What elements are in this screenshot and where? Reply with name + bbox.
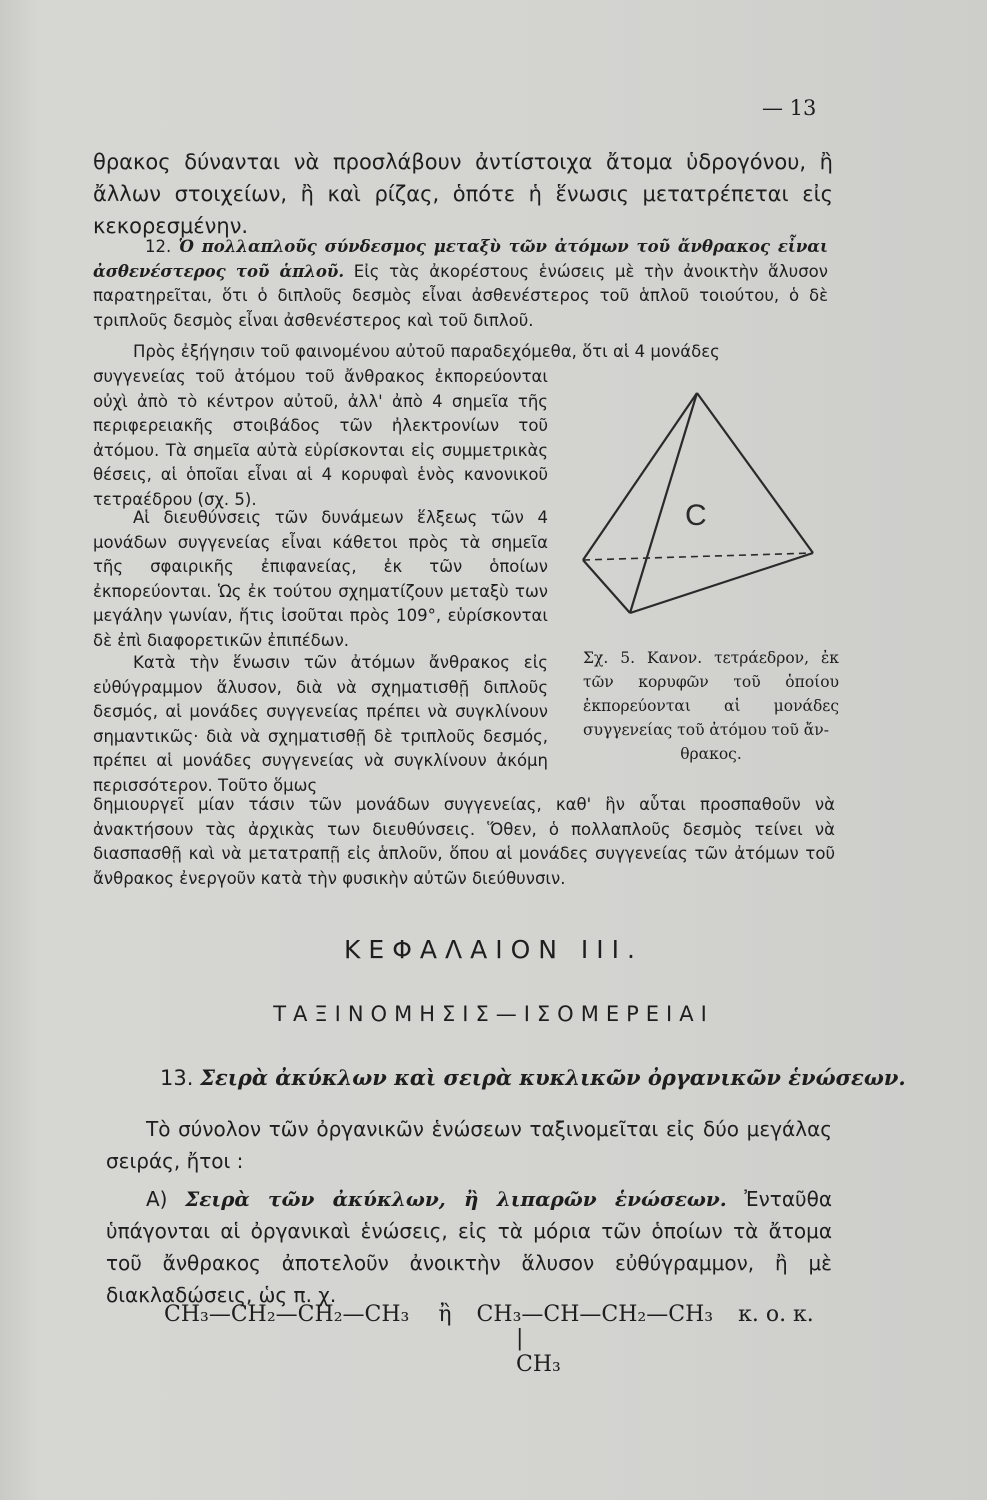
section-13-heading-line bbox=[160, 1065, 906, 1090]
page-number: — 13 bbox=[762, 96, 817, 120]
item-a-body: Ἐνταῦθα ὑπάγονται αἱ ὀργανικαὶ ἑνώσεις, εἰς τὰ μόρια τῶν ὁποίων τὰ ἄτομα τοῦ ἄνθρακος ἀποτελοῦν ἀνοικτὴν ἅλυσον εὐθύγραμμον, ἢ μὲ διακλαδώσεις, ὡς π. χ. bbox=[106, 1187, 833, 1307]
item-a-heading: Σειρὰ τῶν ἀκύκλων, ἢ λιπαρῶν ἑνώσεων. bbox=[185, 1187, 727, 1211]
section-13-number: 13. bbox=[160, 1066, 194, 1090]
section-12-heading: Ὁ πολλαπλοῦς σύνδεσμος μεταξὺ τῶν ἀτόμων τοῦ ἄνθρακος εἶναι ἀσθενέστερος τοῦ ἁπλοῦ. bbox=[93, 237, 828, 281]
paragraph-explanation-start: Πρὸς ἐξήγησιν τοῦ φαινομένου αὐτοῦ παραδεχόμεθα, ὅτι αἱ 4 μονάδες bbox=[133, 342, 720, 361]
tetrahedron-figure bbox=[575, 385, 835, 635]
edge-left-front bbox=[583, 560, 630, 613]
section-12-number: 12. bbox=[145, 237, 172, 256]
paragraph-bonds-continued: δημιουργεῖ μίαν τάσιν τῶν μονάδων συγγενείας, καθ' ἣν αὗται προσπαθοῦν νὰ ἀνακτήσουν τὰς ἀρχικὰς των διευθύνσεις. Ὅθεν, ὁ πολλαπλοῦς δεσμὸς τείνει νὰ διασπασθῇ καὶ νὰ μετατραπῇ εἰς ἁπλοῦν, ὅπου αἱ μονάδες συγγενείας τῶν ἀτόμων τοῦ ἄνθρακος ἐνεργοῦν κατὰ τὴν φυσικὴν αὐτῶν διεύθυνσιν. bbox=[93, 795, 835, 888]
section-13-intro: Τὸ σύνολον τῶν ὀργανικῶν ἑνώσεων ταξινομεῖται εἰς δύο μεγάλας σειράς, ἤτοι : bbox=[106, 1117, 832, 1173]
continued-paragraph: θρακος δύνανται νὰ προσλάβουν ἀντίστοιχα ἄτομα ὑδρογόνου, ἢ ἄλλων στοιχείων, ἢ καὶ ρίζας, ὁπότε ἡ ἕνωσις μετατρέπεται εἰς κεκορεσμένην. bbox=[93, 150, 833, 238]
figure-caption-main: Σχ. 5. Κανον. τετράεδρον, ἐκ τῶν κορυφῶν τοῦ ὁποίου ἐκπορεύονται αἱ μονάδες συγγενείας τοῦ ἀτόμου τοῦ ἄν- bbox=[583, 649, 839, 739]
formula-butane: CH₃—CH₂—CH₂—CH₃ bbox=[164, 1302, 410, 1327]
paragraph-explanation-column: συγγενείας τοῦ ἀτόμου τοῦ ἄνθρακος ἐκπορεύονται οὐχὶ ἀπὸ τὸ κέντρον αὐτοῦ, ἀλλ' ἀπὸ 4 σημεῖα τῆς περιφερειακῆς στοιβάδος τῶν ἠλεκτρονίων τοῦ ἀτόμου. Τὰ σημεῖα αὐτὰ εὑρίσκονται εἰς συμμετρικὰς θέσεις, αἱ ὁποῖαι εἶναι αἱ 4 κορυφαὶ ἑνὸς κανονικοῦ τετραέδρου (σχ. 5). bbox=[93, 367, 548, 509]
formula-isobutane: CH₃—CH—CH₂—CH₃ bbox=[476, 1302, 714, 1327]
edge-apex-left bbox=[583, 393, 697, 560]
item-a-paragraph bbox=[106, 1183, 832, 1311]
formula-etc: κ. ο. κ. bbox=[738, 1302, 814, 1327]
paragraph-bonds-column: Κατὰ τὴν ἕνωσιν τῶν ἀτόμων ἄνθρακος εἰς εὐθύγραμμον ἅλυσον, διὰ νὰ σχηματισθῇ διπλοῦς δεσμός, αἱ μονάδες συγγενείας πρέπει νὰ συγκλίνουν σημαντικῶς· διὰ νὰ σχηματισθῇ δὲ τριπλοῦς δεσμός, πρέπει αἱ μονάδες συγγενείας νὰ συγκλίνουν ἀκόμη περισσότερον. Τοῦτο ὅμως bbox=[93, 653, 548, 795]
paragraph-directions: Αἱ διευθύνσεις τῶν δυνάμεων ἕλξεως τῶν 4 μονάδων συγγενείας εἶναι κάθετοι πρὸς τὰ σημεῖα τῆς σφαιρικῆς ἐπιφανείας, ἐκ τῶν ὁποίων ἐκπορεύονται. Ὡς ἐκ τούτου σχηματίζουν μεταξὺ των μεγάλην γωνίαν, ἥτις ἰσοῦται πρὸς 109°, εὑρίσκονται δὲ ἐπὶ διαφορετικῶν ἐπιπέδων. bbox=[93, 508, 548, 650]
carbon-label: C bbox=[685, 499, 707, 532]
chapter-subtitle: ΤΑΞΙΝΟΜΗΣΙΣ—ΙΣΟΜΕΡΕΙΑΙ bbox=[273, 1002, 714, 1026]
edge-hidden-back bbox=[583, 553, 813, 560]
edge-apex-right bbox=[697, 393, 813, 553]
chapter-title: ΚΕΦΑΛΑΙΟΝ III. bbox=[344, 935, 643, 964]
section-12-body: Εἰς τὰς ἀκορέστους ἑνώσεις μὲ τὴν ἀνοικτὴν ἅλυσον παρατηρεῖται, ὅτι ὁ διπλοῦς δεσμὸς εἶναι ἀσθενέστερος τοῦ ἁπλοῦ τοιούτου, ὁ δὲ τριπλοῦς δεσμὸς εἶναι ἀσθενέστερος καὶ τοῦ διπλοῦ. bbox=[93, 261, 828, 330]
branch-methyl: CH₃ bbox=[516, 1352, 561, 1377]
item-a-label: Α) bbox=[146, 1187, 168, 1211]
figure-caption bbox=[583, 646, 839, 766]
section-12 bbox=[93, 235, 828, 333]
edge-front-right bbox=[630, 553, 813, 613]
figure-caption-end: θρακος. bbox=[680, 745, 742, 763]
formula-line bbox=[164, 1302, 814, 1327]
branch-bond: | bbox=[516, 1326, 524, 1351]
section-13-heading: Σειρὰ ἀκύκλων καὶ σειρὰ κυκλικῶν ὀργανικῶν ἑνώσεων. bbox=[200, 1065, 906, 1090]
formula-or: ἢ bbox=[438, 1302, 452, 1327]
